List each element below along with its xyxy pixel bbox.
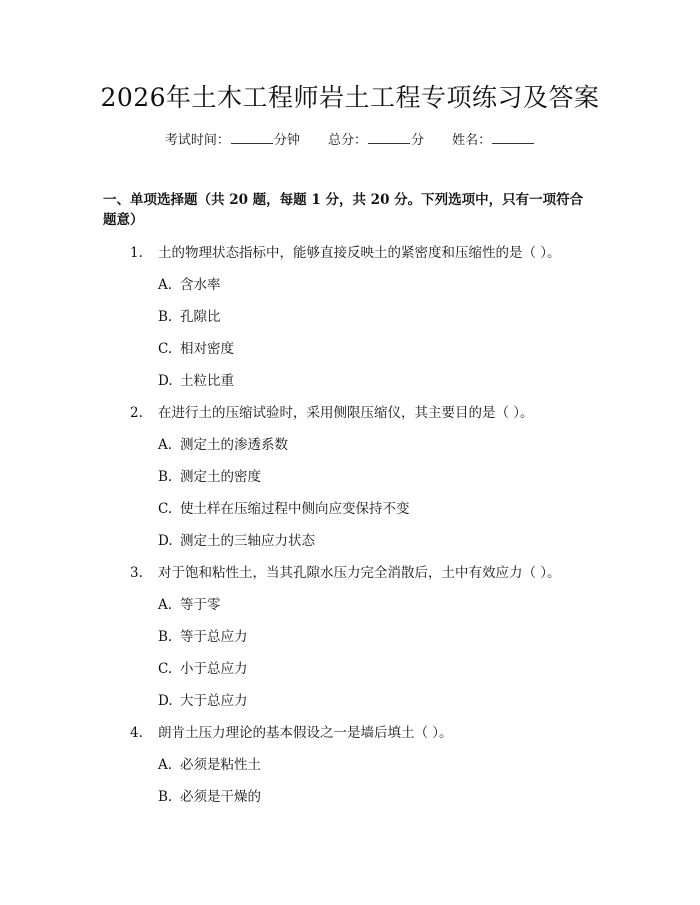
name-field (452, 130, 535, 151)
option-letter: D. (158, 693, 173, 709)
total-score-unit: 分 (411, 133, 425, 148)
question-text: 在进行土的压缩试验时，采用侧限压缩仪，其主要目的是（ ）。 (158, 405, 534, 421)
option-text: 测定土的三轴应力状态 (180, 533, 315, 549)
question-text: 朗肯土压力理论的基本假设之一是墙后填土（ ）。 (158, 725, 453, 741)
option-text: 相对密度 (180, 341, 234, 357)
exam-time-field (165, 130, 300, 151)
option-letter: D. (158, 533, 173, 549)
question-option (158, 307, 598, 327)
option-letter: C. (158, 341, 173, 357)
exam-info-line (0, 130, 700, 151)
question-option (158, 467, 598, 487)
option-text: 大于总应力 (180, 693, 248, 709)
question-number: 4. (130, 725, 143, 741)
page-title: 2026年土木工程师岩土工程专项练习及答案 (100, 83, 600, 112)
option-text: 土粒比重 (180, 373, 234, 389)
exam-time-unit: 分钟 (273, 133, 300, 148)
section-heading: 一、单项选择题（共 20 题，每题 1 分，共 20 分。下列选项中，只有一项符合题意） (103, 192, 584, 228)
option-letter: A. (158, 437, 173, 453)
option-letter: B. (158, 469, 173, 485)
total-score-blank (368, 130, 410, 144)
option-letter: A. (158, 597, 173, 613)
option-letter: A. (158, 757, 173, 773)
question-option (158, 371, 598, 391)
question-option (158, 755, 598, 775)
question-option (158, 499, 598, 519)
exam-time-blank (231, 130, 273, 144)
option-text: 小于总应力 (180, 661, 248, 677)
option-text: 等于总应力 (180, 629, 248, 645)
option-letter: B. (158, 789, 173, 805)
question-stem (130, 403, 610, 423)
question-option (158, 595, 598, 615)
question-number: 3. (130, 565, 143, 581)
question-text: 土的物理状态指标中，能够直接反映土的紧密度和压缩性的是（ ）。 (158, 245, 561, 261)
option-text: 等于零 (180, 597, 221, 613)
option-letter: A. (158, 277, 173, 293)
question-stem (130, 563, 610, 583)
name-blank (492, 130, 534, 144)
question-option (158, 339, 598, 359)
question-option (158, 627, 598, 647)
exam-time-label: 考试时间： (164, 133, 230, 148)
question-option (158, 659, 598, 679)
question-text: 对于饱和粘性土，当其孔隙水压力完全消散后，土中有效应力（ ）。 (158, 565, 561, 581)
question-stem (130, 243, 610, 263)
option-letter: B. (158, 309, 173, 325)
option-text: 含水率 (180, 277, 221, 293)
option-text: 必须是粘性土 (180, 757, 261, 773)
question-number: 1. (130, 245, 143, 261)
option-letter: D. (158, 373, 173, 389)
option-text: 测定土的渗透系数 (180, 437, 288, 453)
question-option (158, 435, 598, 455)
question-option (158, 787, 598, 807)
total-score-label: 总分： (327, 133, 367, 148)
name-label: 姓名： (452, 133, 492, 148)
option-text: 使土样在压缩过程中侧向应变保持不变 (180, 501, 410, 517)
total-score-field (328, 130, 424, 151)
question-option (158, 691, 598, 711)
option-letter: C. (158, 501, 173, 517)
option-text: 孔隙比 (180, 309, 221, 325)
option-letter: B. (158, 629, 173, 645)
question-option (158, 531, 598, 551)
option-text: 测定土的密度 (180, 469, 261, 485)
question-number: 2. (130, 405, 143, 421)
question-stem (130, 723, 610, 743)
question-option (158, 275, 598, 295)
option-letter: C. (158, 661, 173, 677)
option-text: 必须是干燥的 (180, 789, 261, 805)
